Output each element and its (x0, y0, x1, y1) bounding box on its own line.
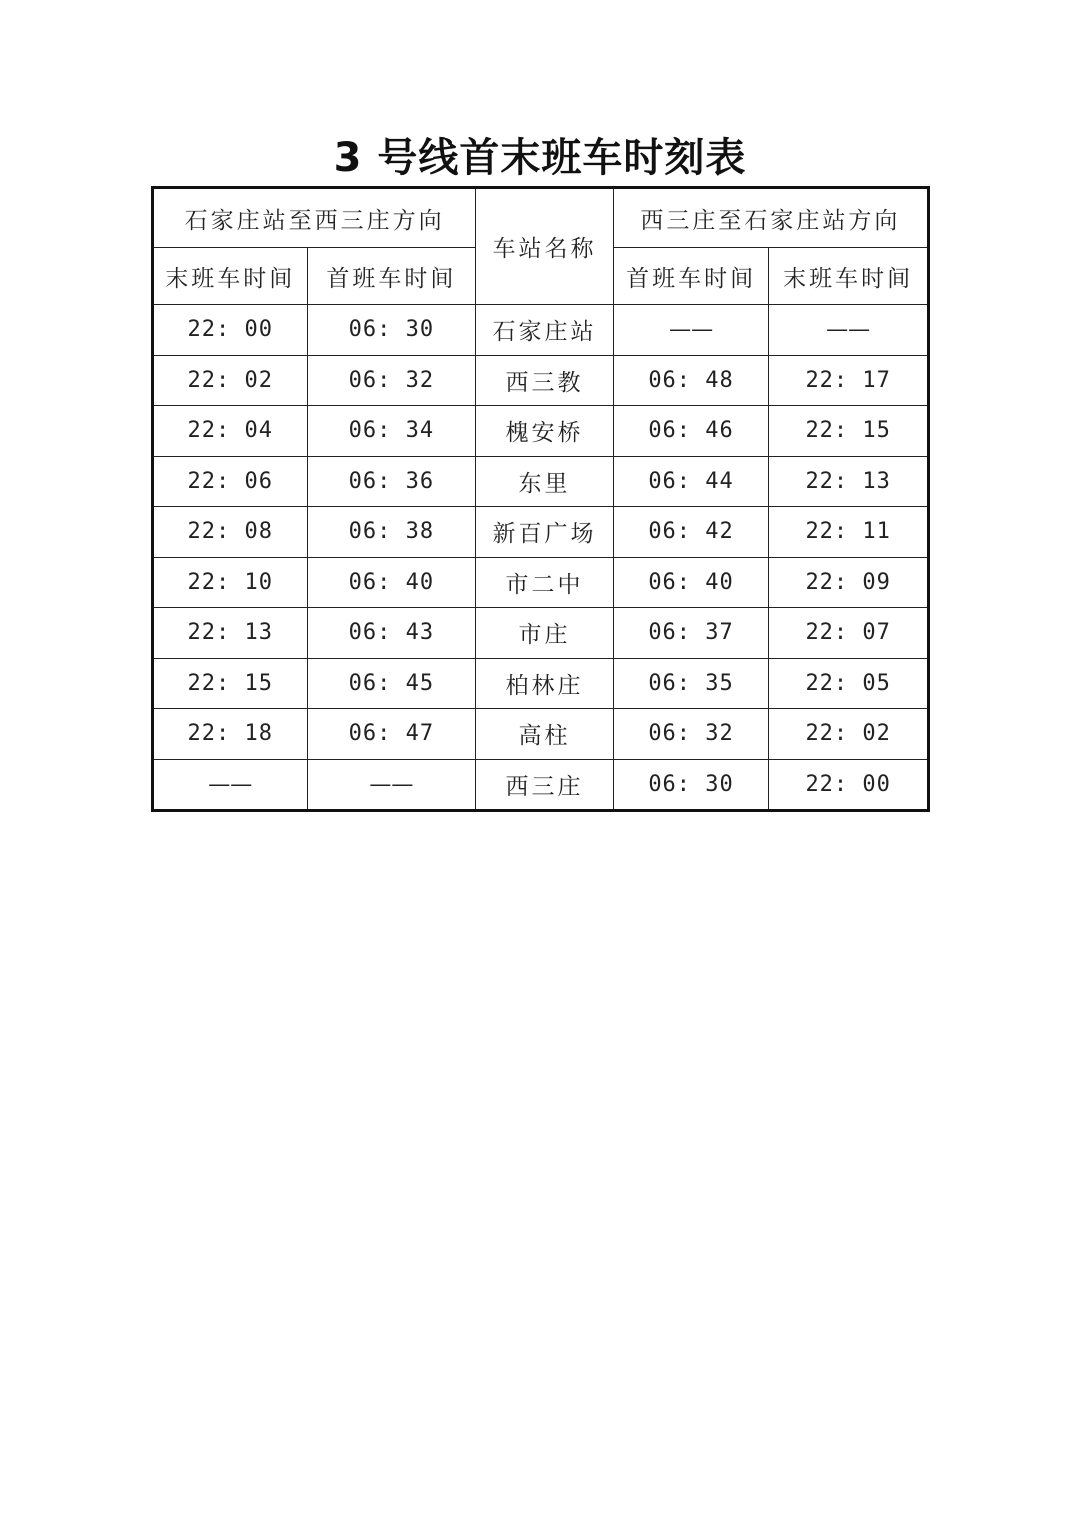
table-row (153, 355, 929, 406)
left-first-train-time: 06: 40 (307, 557, 476, 608)
table-row (153, 608, 929, 659)
right-first-train-time: 06: 37 (613, 608, 769, 659)
table-row (153, 557, 929, 608)
right-last-train-time: 22: 00 (769, 759, 929, 811)
right-last-train-time: —— (769, 305, 929, 356)
left-last-train-time: 22: 18 (153, 709, 308, 760)
table-row (153, 305, 929, 356)
station-name: 石家庄站 (476, 305, 614, 356)
left-last-train-time: 22: 10 (153, 557, 308, 608)
right-last-train-time: 22: 02 (769, 709, 929, 760)
right-first-train-time: 06: 42 (613, 507, 769, 558)
station-name: 新百广场 (476, 507, 614, 558)
table-row (153, 406, 929, 457)
left-first-train-time: 06: 38 (307, 507, 476, 558)
right-last-train-time: 22: 07 (769, 608, 929, 659)
station-name: 市二中 (476, 557, 614, 608)
right-last-train-header: 末班车时间 (769, 248, 929, 305)
left-first-train-time: 06: 34 (307, 406, 476, 457)
direction-header-left: 石家庄站至西三庄方向 (153, 188, 476, 248)
right-first-train-header: 首班车时间 (613, 248, 769, 305)
station-name: 市庄 (476, 608, 614, 659)
right-first-train-time: 06: 40 (613, 557, 769, 608)
right-first-train-time: 06: 30 (613, 759, 769, 811)
left-last-train-time: 22: 08 (153, 507, 308, 558)
left-last-train-time: 22: 13 (153, 608, 308, 659)
left-first-train-time: 06: 47 (307, 709, 476, 760)
right-first-train-time: 06: 44 (613, 456, 769, 507)
station-name: 槐安桥 (476, 406, 614, 457)
header-row-directions (153, 188, 929, 248)
left-last-train-time: 22: 04 (153, 406, 308, 457)
direction-header-right: 西三庄至石家庄站方向 (613, 188, 928, 248)
table-row (153, 456, 929, 507)
right-last-train-time: 22: 15 (769, 406, 929, 457)
table-row (153, 709, 929, 760)
left-first-train-header: 首班车时间 (307, 248, 476, 305)
right-last-train-time: 22: 05 (769, 658, 929, 709)
table-row (153, 507, 929, 558)
right-last-train-time: 22: 11 (769, 507, 929, 558)
left-first-train-time: 06: 32 (307, 355, 476, 406)
right-first-train-time: 06: 46 (613, 406, 769, 457)
right-last-train-time: 22: 09 (769, 557, 929, 608)
right-last-train-time: 22: 17 (769, 355, 929, 406)
left-first-train-time: —— (307, 759, 476, 811)
station-name: 东里 (476, 456, 614, 507)
right-first-train-time: 06: 35 (613, 658, 769, 709)
left-last-train-time: 22: 06 (153, 456, 308, 507)
station-name: 柏林庄 (476, 658, 614, 709)
left-last-train-time: 22: 00 (153, 305, 308, 356)
table-row (153, 759, 929, 811)
right-first-train-time: 06: 32 (613, 709, 769, 760)
left-last-train-time: —— (153, 759, 308, 811)
left-last-train-time: 22: 15 (153, 658, 308, 709)
timetable (151, 186, 930, 812)
right-last-train-time: 22: 13 (769, 456, 929, 507)
page-title: 3 号线首末班车时刻表 (333, 135, 747, 181)
station-name: 高柱 (476, 709, 614, 760)
station-name-header: 车站名称 (476, 188, 614, 305)
left-first-train-time: 06: 45 (307, 658, 476, 709)
right-first-train-time: —— (613, 305, 769, 356)
station-name: 西三庄 (476, 759, 614, 811)
right-first-train-time: 06: 48 (613, 355, 769, 406)
left-last-train-header: 末班车时间 (153, 248, 308, 305)
left-first-train-time: 06: 30 (307, 305, 476, 356)
table-row (153, 658, 929, 709)
left-first-train-time: 06: 36 (307, 456, 476, 507)
station-name: 西三教 (476, 355, 614, 406)
left-last-train-time: 22: 02 (153, 355, 308, 406)
left-first-train-time: 06: 43 (307, 608, 476, 659)
